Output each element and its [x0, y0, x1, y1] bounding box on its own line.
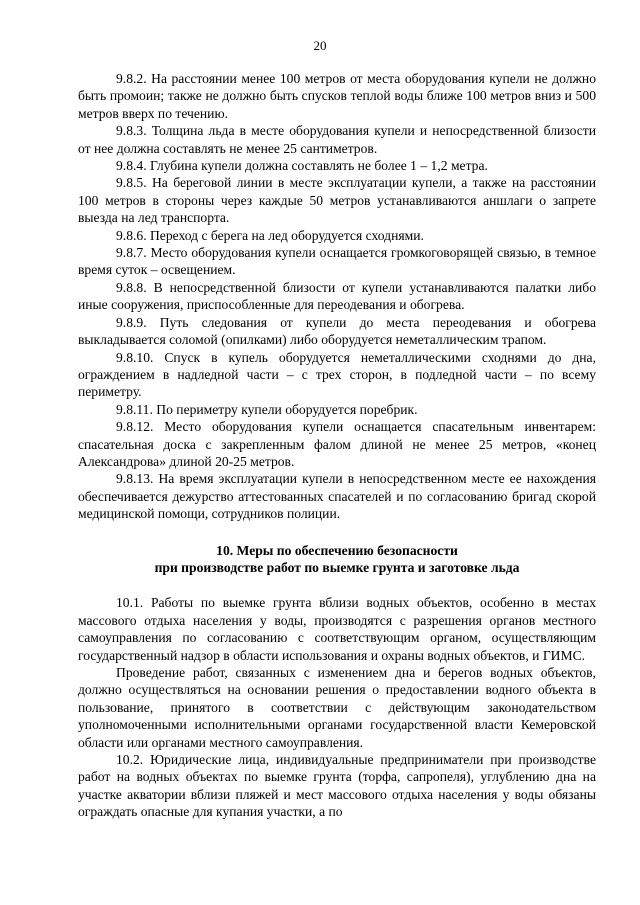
- paragraph-9-8-11: 9.8.11. По периметру купели оборудуется поребрик.: [116, 401, 418, 417]
- paragraph-10-1: 10.1. Работы по выемке грунта вблизи водных объектов, особенно в местах массового отдыха населения у воды, производятся с разрешения органов местного самоуправления по согласованию с соответствующим органом, осуществляющим государственный надзор в области использования и охраны водных объектов, и ГИМС.: [78, 595, 596, 663]
- paragraph-10-2: 10.2. Юридические лица, индивидуальные предприниматели при производстве работ на водных объектах по выемке грунта (торфа, сапропеля), углублению дна на участке акватории вблизи пляжей и мест массового отдыха населения у воды обязаны ограждать опасные для купания участки, а по: [78, 752, 596, 820]
- paragraph-9-8-10: 9.8.10. Спуск в купель оборудуется неметаллическими сходнями до дна, ограждением в надледной части – с трех сторон, в подледной части – по всему периметру.: [78, 349, 596, 400]
- paragraph-9-8-7: 9.8.7. Место оборудования купели оснащается громкоговорящей связью, в темное время суток – освещением.: [78, 245, 596, 278]
- page-number: 20: [313, 38, 327, 53]
- section-10-heading-line1: 10. Меры по обеспечению безопасности: [216, 542, 458, 558]
- paragraph-9-8-2: 9.8.2. На расстоянии менее 100 метров от места оборудования купели не должно быть промоин; также не должно быть спусков теплой воды ближе 100 метров вниз и 500 метров вверх по течению.: [78, 71, 596, 121]
- paragraph-9-8-9: 9.8.9. Путь следования от купели до места переодевания и обогрева выкладывается соломой (опилками) либо оборудуется неметаллическим трапом.: [78, 314, 596, 348]
- paragraph-9-8-3: 9.8.3. Толщина льда в месте оборудования купели и непосредственной близости от нее должна составлять не менее 25 сантиметров.: [78, 123, 596, 156]
- paragraph-9-8-12: 9.8.12. Место оборудования купели оснащается спасательным инвентарем: спасательная доска с закрепленным фалом длиной не менее 25 метров, «конец Александрова» длиной 20-25 метров.: [78, 419, 596, 469]
- paragraph-9-8-6: 9.8.6. Переход с берега на лед оборудуется сходнями.: [116, 227, 424, 243]
- section-10-heading-line2: при производстве работ по выемке грунта и заготовке льда: [154, 559, 520, 575]
- paragraph-9-8-13: 9.8.13. На время эксплуатации купели в непосредственном месте ее нахождения обеспечивается дежурство аттестованных спасателей и по согласованию бригад скорой медицинской помощи, сотрудников полиции.: [78, 471, 596, 522]
- document-body: [78, 70, 596, 821]
- paragraph-9-8-8: 9.8.8. В непосредственной близости от купели устанавливаются палатки либо иные сооружения, приспособленные для переодевания и обогрева.: [78, 279, 596, 313]
- paragraph-9-8-5: 9.8.5. На береговой линии в месте эксплуатации купели, а также на расстоянии 100 метров в стороны через каждые 50 метров устанавливаются аншлаги о запрете выезда на лед транспорта.: [78, 175, 596, 226]
- section-10-heading: [78, 542, 596, 577]
- paragraph-9-8-4: 9.8.4. Глубина купели должна составлять не более 1 – 1,2 метра.: [116, 158, 488, 174]
- paragraph-10-1-continued: Проведение работ, связанных с изменением дна и берегов водных объектов, должно осуществляться на основании решения о предоставлении водного объекта в пользование, принятого в соответствии с действующим законодательством уполномоченными исполнительными органами государственной власти Кемеровской области или органами местного самоуправления.: [78, 665, 596, 750]
